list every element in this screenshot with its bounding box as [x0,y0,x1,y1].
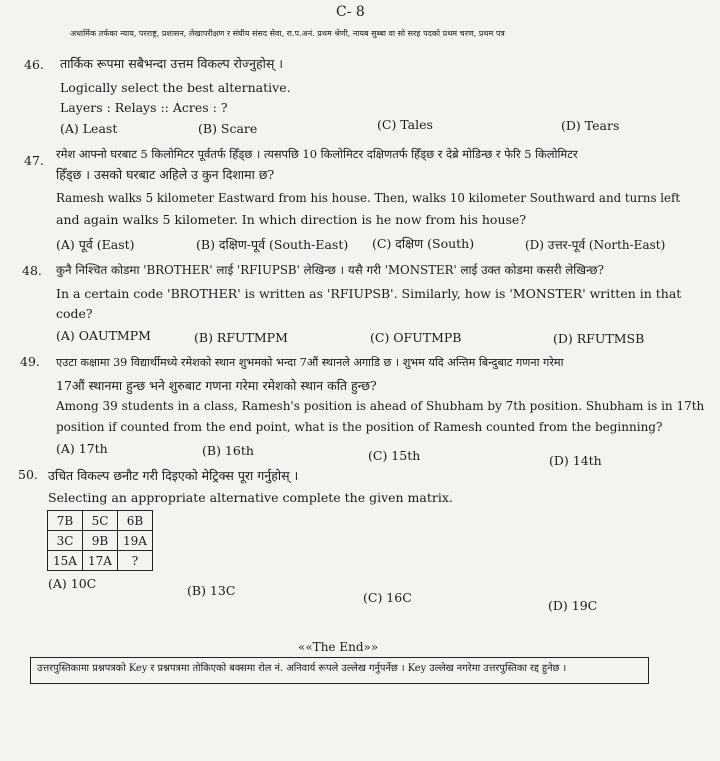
option-d: (D) 19C [548,598,598,613]
matrix-row [48,551,153,571]
paper-code: C- 8 [336,4,365,20]
matrix-cell: 17A [83,551,118,571]
question-number: 49. [20,354,40,369]
header-note: अधार्मिक तर्फका न्याय, परराष्ट्र, प्रशासन, लेखापरीक्षण र संघीय संसद सेवा, रा.प.अनं. प्रथम श्रेणी, नायब सुब्बा वा सो सरह पदको प्रथम चरण, प्रथम पत्र [70,29,505,38]
question-text-english: and again walks 5 kilometer. In which direction is he now from his house? [56,212,527,227]
question-number: 46. [24,57,44,72]
question-text-nepali: एउटा कक्षामा 39 विद्यार्थीमध्ये रमेशको स्थान शुभमको भन्दा 7औं स्थानले अगाडि छ । शुभम यदि अन्तिम बिन्दुबाट गणना गरेमा [56,356,564,369]
option-b: (B) RFUTMPM [194,330,288,345]
question-text-nepali: तार्किक रूपमा सबैभन्दा उत्तम विकल्प रोज्नुहोस् । [60,56,283,71]
question-text-english: In a certain code 'BROTHER' is written as 'RFIUPSB'. Similarly, how is 'MONSTER' written in that [56,286,682,301]
matrix-cell: 9B [83,531,118,551]
question-text-nepali: रमेश आफ्नो घरबाट 5 किलोमिटर पूर्वतर्फ हिँड्छ । त्यसपछि 10 किलोमिटर दक्षिणतर्फ हिँड्छ र देब्रे मोडिन्छ र फेरि 5 किलोमिटर [56,147,578,161]
option-c: (C) 16C [363,590,412,605]
matrix-table [47,510,153,571]
footer-instruction-box [30,657,649,684]
question-text-nepali: हिँड्छ । उसको घरबाट अहिले उ कुन दिशामा छ? [56,167,275,182]
matrix-row [48,511,153,531]
option-a: (A) 10C [48,576,97,591]
matrix-cell: ? [118,551,153,571]
matrix-cell: 19A [118,531,153,551]
question-text-english: Ramesh walks 5 kilometer Eastward from his house. Then, walks 10 kilometer Southward and turns left [56,191,681,205]
question-text-english: code? [56,306,93,321]
question-text-english: position if counted from the end point, what is the position of Ramesh counted from the beginning? [56,420,663,434]
matrix-cell: 7B [48,511,83,531]
question-text-english: Selecting an appropriate alternative complete the given matrix. [48,490,453,505]
question-number: 47. [24,153,44,168]
option-c: (C) 15th [368,448,421,463]
matrix-row [48,531,153,551]
matrix-cell: 5C [83,511,118,531]
question-text-nepali: उचित विकल्प छनौट गरी दिइएको मेट्रिक्स पूरा गर्नुहोस् । [48,468,299,483]
option-d: (D) RFUTMSB [553,331,645,346]
option-a: (A) 17th [56,441,108,456]
option-d: (D) उत्तर-पूर्व (North-East) [525,238,666,252]
option-d: (D) 14th [549,453,602,468]
option-b: (B) 13C [187,583,236,598]
option-d: (D) Tears [561,118,620,133]
question-text-nepali: कुनै निश्चित कोडमा 'BROTHER' लाई 'RFIUPSB' लेखिन्छ । यसै गरी 'MONSTER' लाई उक्त कोडमा कसरी लेखिन्छ? [56,263,604,277]
question-number: 50. [18,467,38,482]
matrix-cell: 15A [48,551,83,571]
footer-instruction: उत्तरपुस्तिकामा प्रश्नपत्रको Key र प्रश्नपत्रमा तोकिएको बक्समा रोल नं. अनिवार्य रूपले उल्लेख गर्नुपर्नेछ । Key उल्लेख नगरेमा उत्तरपुस्तिका रद्द हुनेछ । [37,663,567,674]
question-text-english: Among 39 students in a class, Ramesh's position is ahead of Shubham by 7th position. Shubham is in 17th [56,399,705,413]
option-a: (A) Least [60,121,118,136]
matrix-cell: 3C [48,531,83,551]
option-a: (A) OAUTMPM [56,328,151,343]
question-number: 48. [22,263,42,278]
end-marker: ««The End»» [298,640,379,654]
option-b: (B) Scare [198,121,258,136]
option-c: (C) OFUTMPB [370,330,462,345]
question-text-english: Layers : Relays :: Acres : ? [60,100,228,115]
option-b: (B) 16th [202,443,254,458]
option-b: (B) दक्षिण-पूर्व (South-East) [196,237,349,252]
option-c: (C) Tales [377,117,433,132]
matrix-cell: 6B [118,511,153,531]
option-c: (C) दक्षिण (South) [372,236,475,251]
option-a: (A) पूर्व (East) [56,237,135,252]
question-text-nepali: 17औं स्थानमा हुन्छ भने शुरुबाट गणना गरेमा रमेशको स्थान कति हुन्छ? [56,378,377,393]
question-text-english: Logically select the best alternative. [60,80,291,95]
